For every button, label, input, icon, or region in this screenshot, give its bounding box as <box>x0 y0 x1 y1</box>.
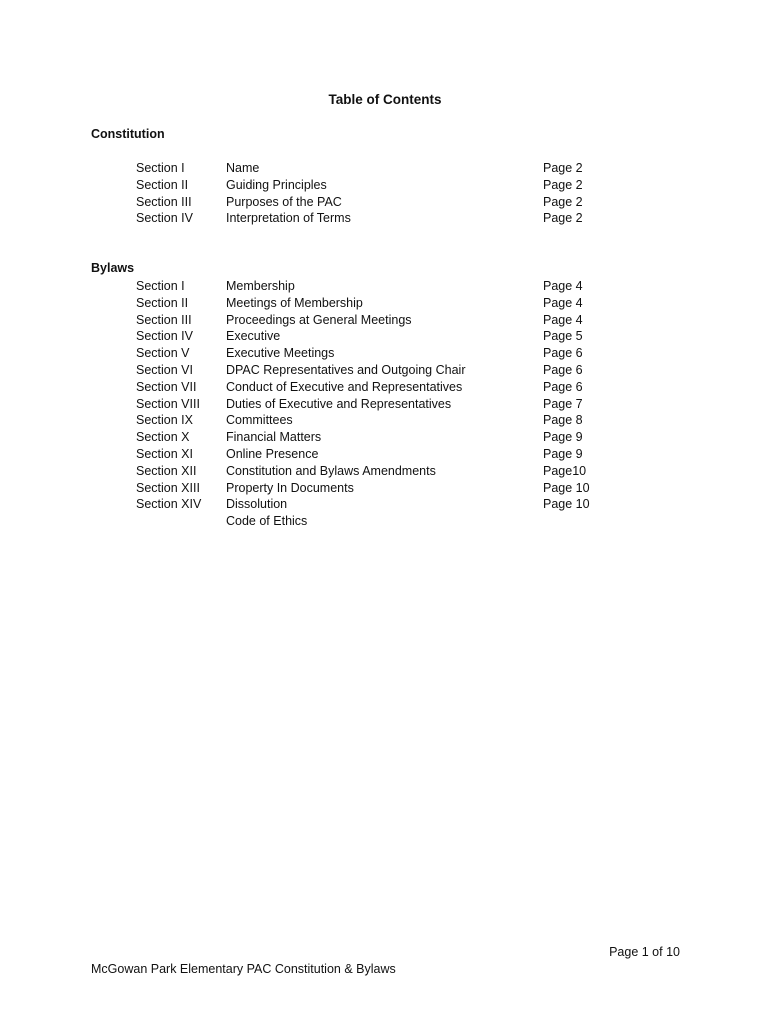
toc-entry-name: Online Presence <box>226 446 319 461</box>
toc-row <box>136 160 603 177</box>
toc-entry-name: Executive Meetings <box>226 346 335 361</box>
toc-entry-name: Proceedings at General Meetings <box>226 312 412 327</box>
page-title: Table of Contents <box>328 92 442 107</box>
toc-page-ref: Page 2 <box>543 177 583 192</box>
toc-row <box>136 429 603 446</box>
toc-row <box>136 278 603 295</box>
toc-section-label: Section IX <box>136 413 193 428</box>
toc-entry-name: DPAC Representatives and Outgoing Chair <box>226 362 466 377</box>
toc-entry-name: Committees <box>226 413 293 428</box>
toc-entry-name: Executive <box>226 329 281 344</box>
toc-section-label: Section VIII <box>136 396 200 411</box>
toc-page-ref: Page 4 <box>543 279 583 293</box>
toc-row <box>136 312 603 329</box>
toc-row <box>136 362 603 379</box>
footer-document-title: McGowan Park Elementary PAC Constitution & Bylaws <box>91 962 396 976</box>
toc-entry-name: Guiding Principles <box>226 177 327 192</box>
toc-row <box>136 295 603 312</box>
toc-entry-name: Purposes of the PAC <box>226 194 342 209</box>
toc-row <box>136 345 603 362</box>
toc-page-ref: Page 6 <box>543 346 583 361</box>
toc-row <box>136 210 603 227</box>
toc-section-label: Section XIII <box>136 480 200 495</box>
bylaws-toc-table <box>136 278 603 530</box>
toc-section-label: Section I <box>136 279 185 293</box>
toc-row <box>136 396 603 413</box>
toc-section-label: Section III <box>136 194 192 209</box>
toc-entry-name: Membership <box>226 279 295 293</box>
toc-section-label: Section XIV <box>136 497 202 512</box>
toc-section-label: Section XII <box>136 463 197 478</box>
toc-row <box>136 412 603 429</box>
toc-page-ref: Page 2 <box>543 211 583 226</box>
toc-row <box>136 328 603 345</box>
toc-entry-name: Meetings of Membership <box>226 295 363 310</box>
bylaws-heading: Bylaws <box>91 261 135 275</box>
toc-page-ref: Page 5 <box>543 329 583 344</box>
toc-page-ref: Page10 <box>543 463 587 478</box>
toc-section-label: Section X <box>136 430 190 445</box>
toc-section-label: Section IV <box>136 329 193 344</box>
toc-section-label: Section II <box>136 177 189 192</box>
toc-row <box>136 446 603 463</box>
toc-entry-name: Code of Ethics <box>226 514 308 529</box>
toc-page-ref: Page 6 <box>543 379 583 394</box>
toc-section-label: Section VI <box>136 362 193 377</box>
toc-page-ref: Page 8 <box>543 413 583 428</box>
toc-entry-name: Interpretation of Terms <box>226 211 351 226</box>
toc-entry-name: Duties of Executive and Representatives <box>226 396 452 411</box>
toc-page-ref: Page 7 <box>543 396 583 411</box>
toc-page-ref: Page 2 <box>543 194 583 209</box>
constitution-toc-table <box>136 160 603 227</box>
toc-section-label: Section VII <box>136 379 197 394</box>
toc-section-label: Section II <box>136 295 189 310</box>
toc-section-label: Section XI <box>136 446 193 461</box>
toc-section-label: Section III <box>136 312 192 327</box>
toc-row <box>136 379 603 396</box>
constitution-heading: Constitution <box>91 127 165 141</box>
toc-section-label: Section IV <box>136 211 193 226</box>
toc-page-ref: Page 10 <box>543 497 590 512</box>
toc-page-ref <box>543 513 603 530</box>
toc-page-ref: Page 10 <box>543 480 590 495</box>
toc-row <box>136 480 603 497</box>
toc-entry-name: Property In Documents <box>226 480 354 495</box>
toc-page-ref: Page 2 <box>543 161 583 175</box>
toc-entry-name: Conduct of Executive and Representatives <box>226 379 463 394</box>
toc-page-ref: Page 9 <box>543 430 583 445</box>
toc-page-ref: Page 4 <box>543 312 583 327</box>
toc-row <box>136 194 603 211</box>
toc-row <box>136 496 603 513</box>
toc-entry-name: Dissolution <box>226 497 288 512</box>
toc-page-ref: Page 9 <box>543 446 583 461</box>
toc-entry-name: Name <box>226 161 260 175</box>
toc-page-ref: Page 6 <box>543 362 583 377</box>
toc-entry-name: Financial Matters <box>226 430 322 445</box>
toc-row <box>136 513 603 530</box>
toc-section-label <box>136 513 226 530</box>
toc-row <box>136 177 603 194</box>
toc-section-label: Section I <box>136 161 185 175</box>
page-number: Page 1 of 10 <box>609 945 680 959</box>
toc-row <box>136 463 603 480</box>
toc-page-ref: Page 4 <box>543 295 583 310</box>
toc-section-label: Section V <box>136 346 190 361</box>
toc-entry-name: Constitution and Bylaws Amendments <box>226 463 436 478</box>
